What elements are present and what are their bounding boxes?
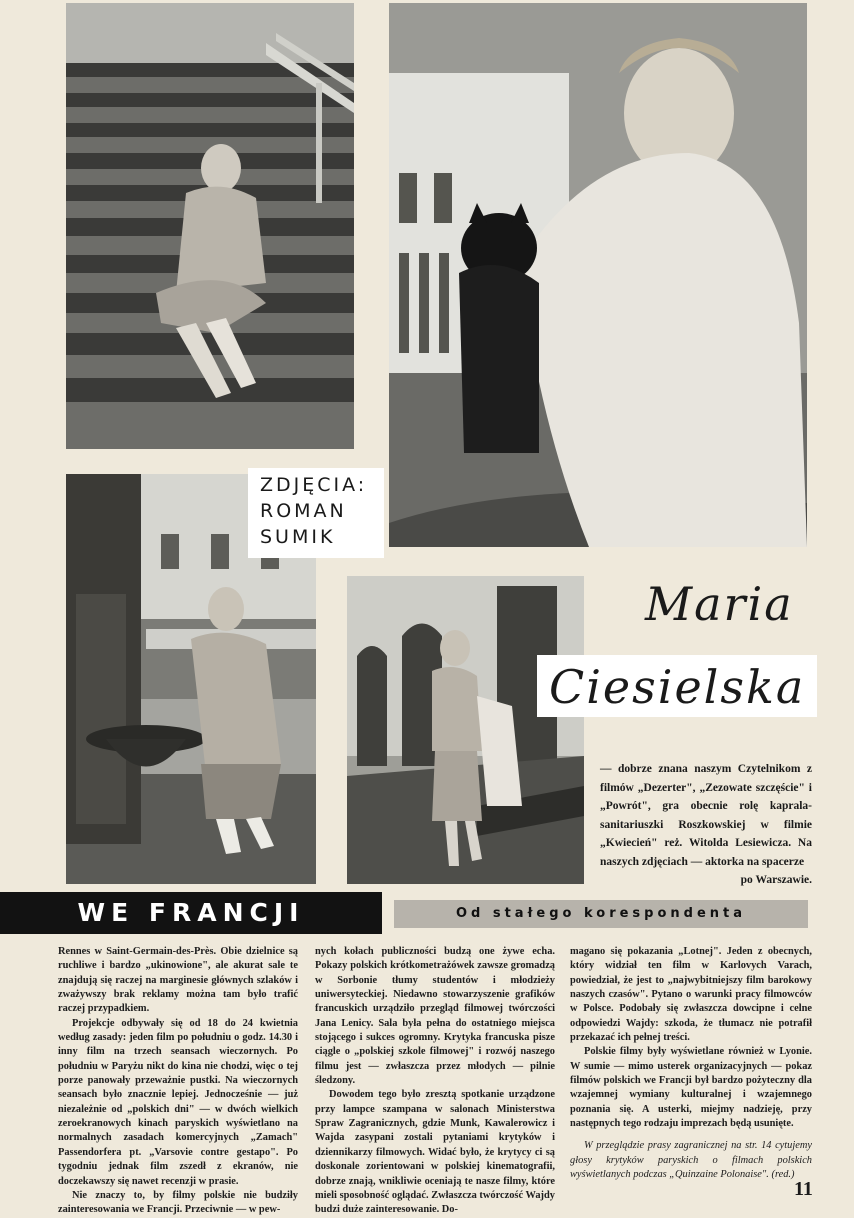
photo-credit-line3: SUMIK [260, 526, 336, 548]
title-last-name: Ciesielska [537, 655, 817, 717]
section-subheading: Od stałego korespondenta [394, 900, 808, 928]
article-column-3 [570, 945, 812, 1183]
article-paragraph: Nie znaczy to, by filmy polskie nie budziły zainteresowania we Francji. Przeciwnie — w pew- [58, 1189, 298, 1216]
article-paragraph: Dowodem tego było zresztą spotkanie urządzone przy lampce szampana w salonach Ministerstwa Spraw Zagranicznych, gdzie Munk, Kawalerowicz i Wajda zasypani zostali pytaniami krytyków i dziennikarzy filmowych. Widać było, że krytycy ci są doskonale zorientowani w polskiej kinematografii, dobrze znają, wnikliwie oceniają te nasze filmy, które mieli sposobność oglądać. Zwłaszcza twórczość Wajdy budzi duże zainteresowanie. Do- [315, 1089, 555, 1216]
article-paragraph: nych kołach publiczności budzą one żywe echa. Pokazy polskich krótkometrażówek zawsze gromadzą w Sorbonie tłumy studentów i młodzieży uniwersyteckiej. Niedawno stowarzyszenie grafików francuskich urządziło przegląd filmowej twórczości Jana Lenicy. Sala była pełna do ostatniego miejsca stojącego i sukces ogromny. Krytyka francuska pisze ciągle o „polskiej szkole filmowej" i rozwój naszego filmu jest — zwłaszcza przez młodych — pilnie śledzony. [315, 946, 555, 1087]
article-paragraph: Polskie filmy były wyświetlane również w Lyonie. W sumie — mimo usterek organizacyjnych — pokaz filmów polskich we Francji był bardzo pożyteczny dla wzajemnej wymiany kulturalnej i wzajemnego poznania się. A usterki, miejmy nadzieję, przy następnych tego rodzaju imprezach będą usunięte. [570, 1046, 812, 1130]
photo-credit [248, 468, 384, 558]
photo-stairs [66, 3, 354, 449]
photo-arcade [347, 576, 584, 884]
article-paragraph: Projekcje odbywały się od 18 do 24 kwietnia według zasady: jeden film po południu o godz. 14.30 i inny film na trzech seansach wieczornych. Po południu w Paryżu nikt do kina nie chodzi, więc o tej porze panowały przeważnie pustki. Na wieczornych seansach było znacznie lepiej. Jednocześnie — już niezależnie od „polskich dni" — w dwóch wielkich zeroekranowych kinach paryskich wyświetlano na normalnych zasadach komercyjnych „Zamach" Passendorfera pt. „Varsovie contre gestapo". Po tygodniu jednak film zszedł z ekranów, nie doczekawszy się nawet recenzji w prasie. [58, 1017, 298, 1187]
article-column-2 [315, 945, 555, 1218]
title-first-name: Maria [645, 577, 794, 631]
caption-text: — dobrze znana naszym Czytelnikom z filmów „Dezerter", „Zezowate szczęście" i „Powrót", gra obecnie rolę kaprala-sanitariuszki Roszkowskiej w filmie „Kwiecień" reż. Witolda Lesiewicza. Na naszych zdjęciach — aktorka na spacerze [600, 763, 812, 868]
article-paragraph: Rennes w Saint-Germain-des-Près. Obie dzielnice są ruchliwe i bardzo „ukinowione", ale akurat sale te znajdują się raczej na marginesie głównych szlaków i zważywszy brak reklamy można tam było trafić raczej przypadkiem. [58, 946, 298, 1015]
photo-credit-line1: ZDJĘCIA: [260, 474, 368, 496]
section-heading: WE FRANCJI [0, 892, 382, 934]
article-paragraph: magano się pokazania „Lotnej". Jeden z obecnych, który widział ten film w Karlovych Varach, powiedział, że jest to „najwybitniejszy film barokowy naszych czasów". Pytano o warunki pracy filmowców w Polsce. Podobały się zwłaszcza dowcipne i celne odpowiedzi Wajdy: szkoda, że tłumacz nie potrafił przekazać ich pełnej treści. [570, 946, 812, 1044]
page-number: 11 [794, 1178, 813, 1200]
photo-credit-line2: ROMAN [260, 500, 347, 522]
arcade-illustration [347, 576, 584, 884]
cat-portrait-illustration [389, 3, 807, 547]
article-column-1 [58, 945, 298, 1218]
photo-caption [600, 760, 812, 890]
stairs-illustration [66, 3, 354, 449]
caption-last-line: po Warszawie. [740, 874, 812, 886]
photo-cat [389, 3, 807, 547]
editorial-note: W przeglądzie prasy zagranicznej na str. 14 cytujemy głosy krytyków paryskich o filmach polskich wyświetlanych podczas „Quinzaine Polonaise". (red.) [570, 1140, 812, 1181]
